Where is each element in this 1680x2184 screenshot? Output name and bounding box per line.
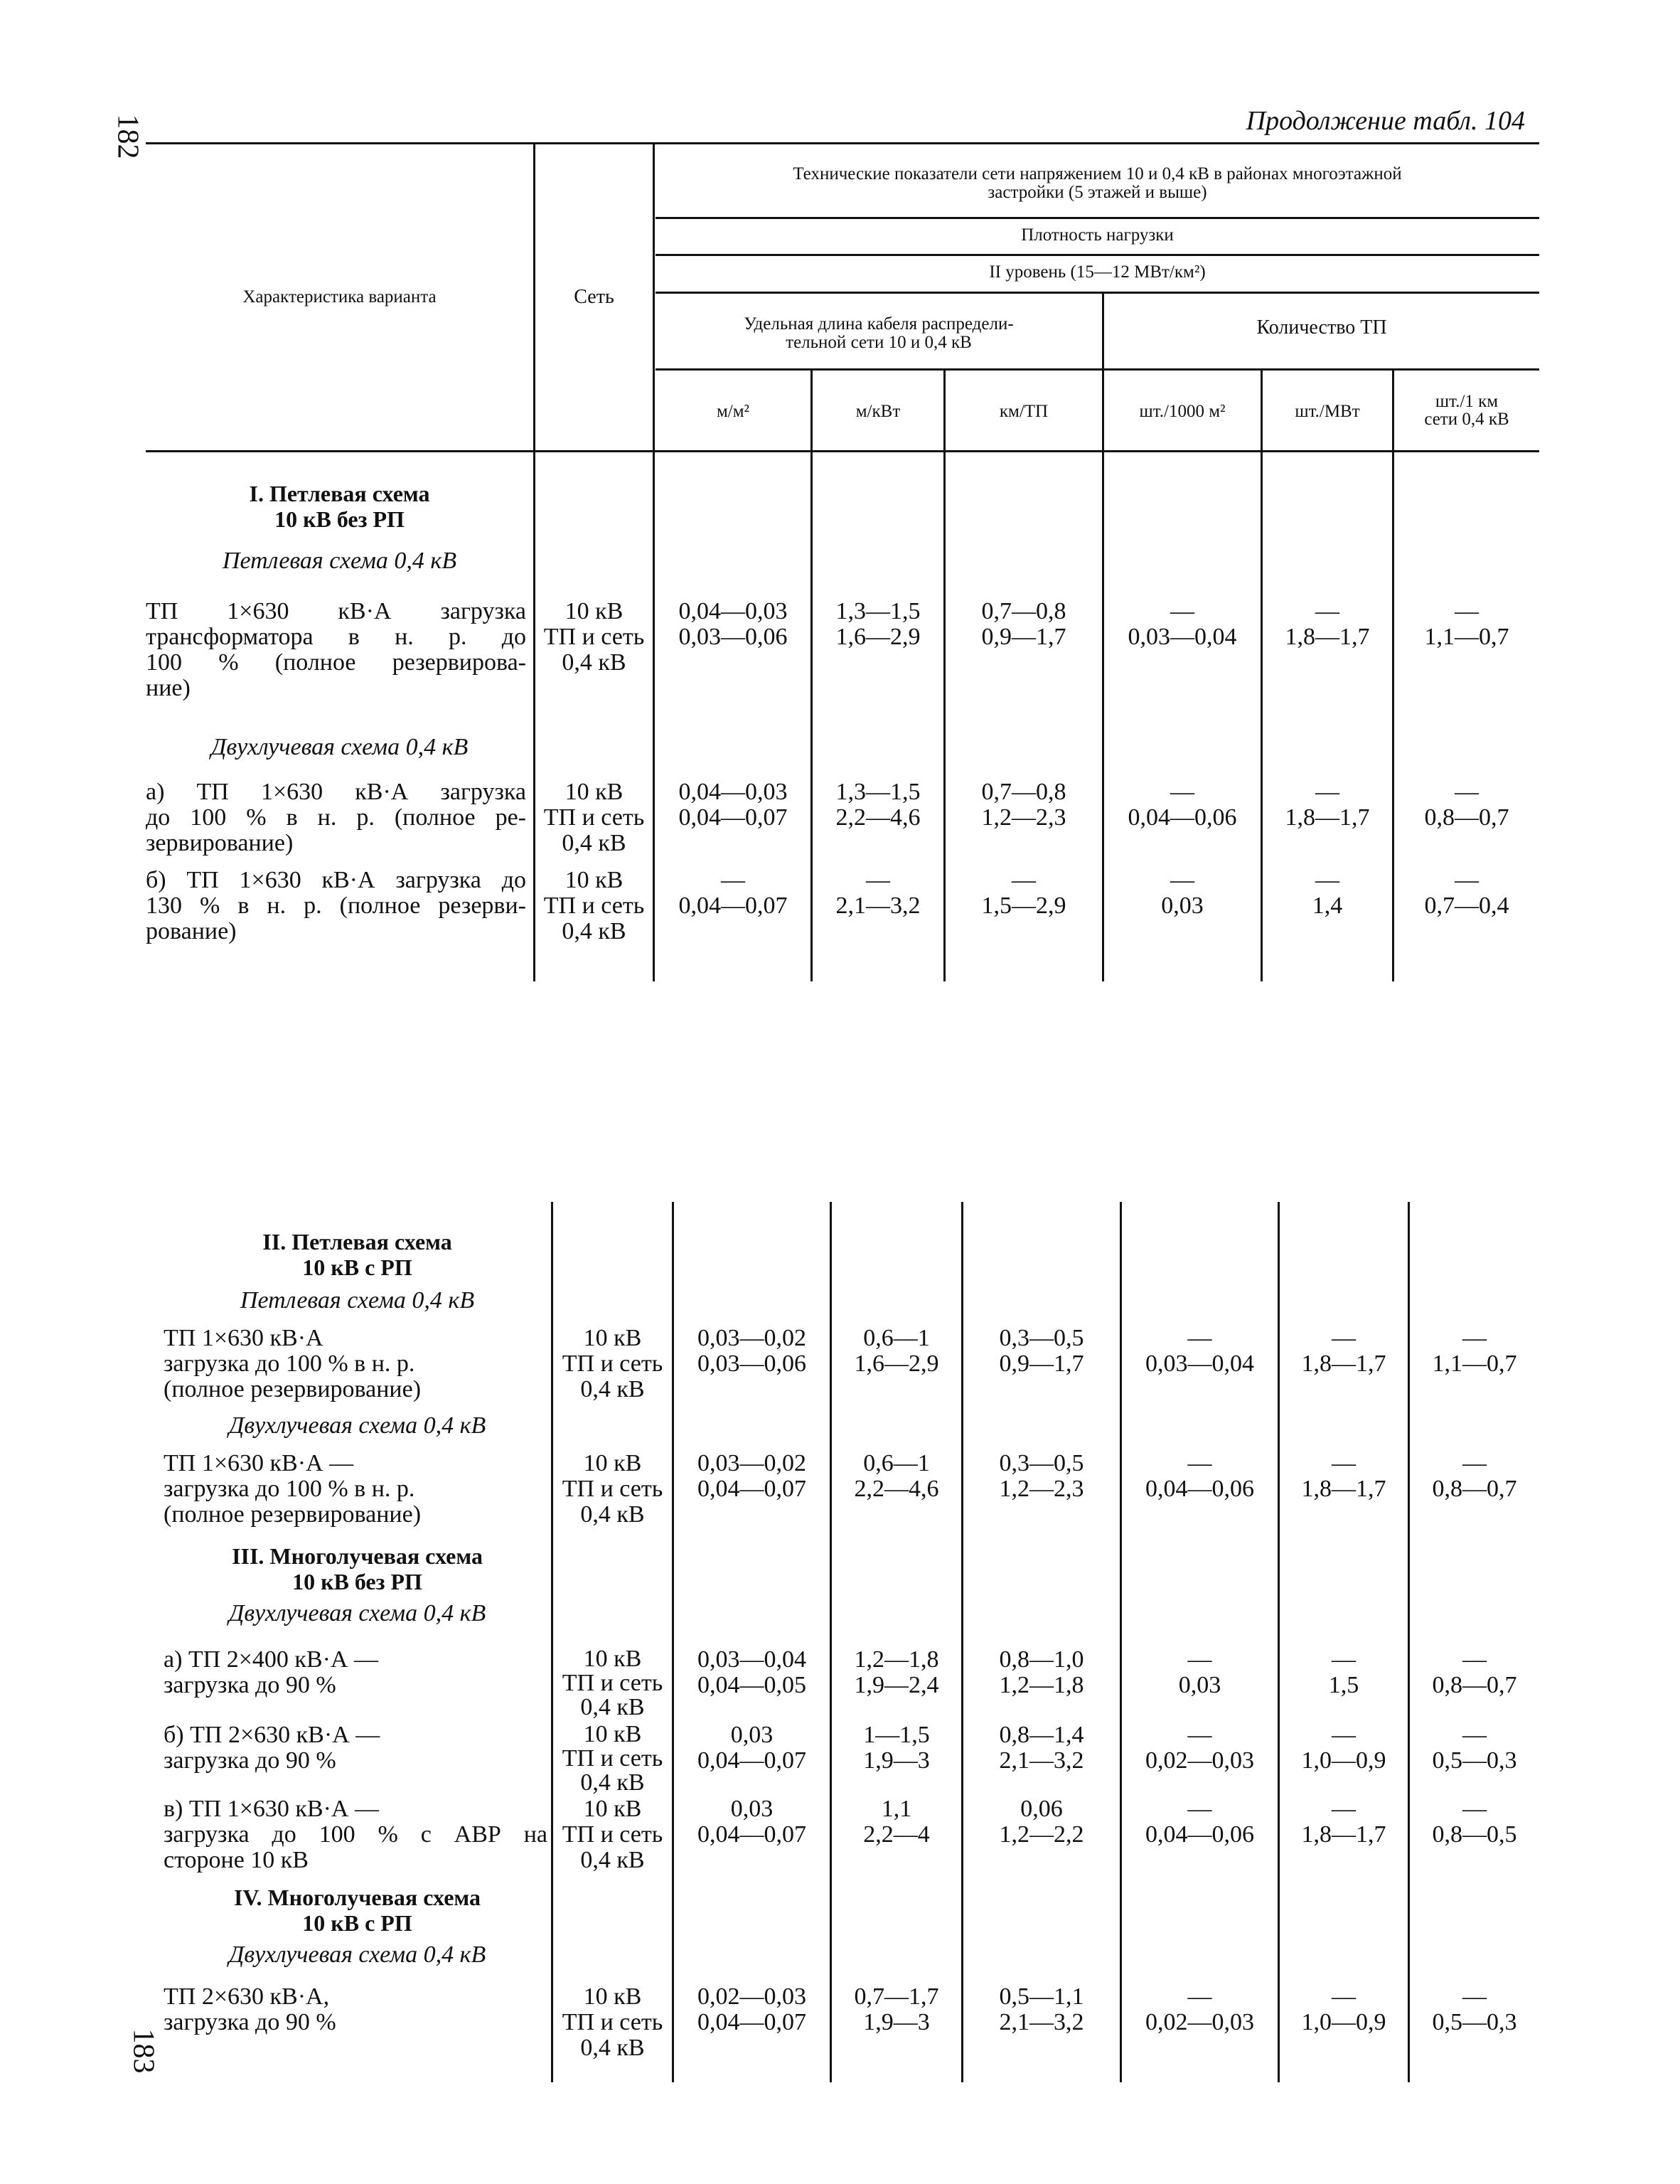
cell-pcs-per-mw bbox=[1280, 1796, 1408, 1848]
cell-pcs-per-km bbox=[1410, 1722, 1539, 1774]
val: 2,1—3,2 bbox=[999, 2009, 1084, 2035]
val: 1,8—1,7 bbox=[1301, 1351, 1386, 1377]
desc-line: рование) bbox=[146, 918, 237, 944]
header-network: Сеть bbox=[574, 286, 614, 308]
val: 0,03 bbox=[730, 1722, 774, 1748]
val: 1,2—1,8 bbox=[854, 1646, 939, 1673]
val: 0,7—0,8 bbox=[981, 779, 1066, 805]
val: 0,8—0,7 bbox=[1424, 804, 1509, 831]
val: 1,6—2,9 bbox=[854, 1351, 939, 1377]
desc-line: загрузка до 100 % с АВР на bbox=[164, 1821, 547, 1848]
net-line: ТП и сеть bbox=[562, 1745, 663, 1772]
rule-top bbox=[146, 142, 1539, 144]
cell-pcs-per-mw bbox=[1280, 1451, 1408, 1502]
val: 0,03—0,04 bbox=[1128, 624, 1237, 650]
val: 1,4 bbox=[1312, 893, 1343, 919]
cell-m-per-kw bbox=[832, 1647, 961, 1698]
desc-line: до 100 % в н. р. (полное ре- bbox=[146, 804, 526, 831]
val: 0,03—0,02 bbox=[697, 1325, 806, 1351]
header-unit-6b: сети 0,4 кВ bbox=[1424, 410, 1509, 429]
val: 0,7—1,7 bbox=[854, 1983, 939, 2010]
cell-km-per-tp bbox=[963, 1647, 1120, 1698]
desc-line: ТП 1×630 кВ·А загрузка bbox=[146, 598, 526, 624]
net-line: ТП и сеть bbox=[543, 804, 645, 831]
cell-m-per-m2 bbox=[674, 1326, 830, 1377]
val: — bbox=[1187, 1646, 1212, 1673]
net-line: 10 кВ bbox=[565, 867, 624, 893]
val: — bbox=[1315, 867, 1339, 893]
cell-pcs-per-1000m2 bbox=[1122, 1451, 1278, 1502]
net-line: 0,4 кВ bbox=[562, 830, 626, 856]
val: 1,9—2,4 bbox=[854, 1672, 939, 1698]
val: 1,2—2,2 bbox=[999, 1821, 1084, 1848]
val: 0,8—0,7 bbox=[1432, 1476, 1517, 1502]
cell-pcs-per-km bbox=[1410, 1451, 1539, 1502]
val: 0,9—1,7 bbox=[999, 1351, 1084, 1377]
desc-line: трансформатора в н. р. до bbox=[146, 624, 526, 650]
cell-pcs-per-km bbox=[1394, 779, 1539, 831]
header-characteristic: Характеристика варианта bbox=[242, 287, 437, 307]
net-line: ТП и сеть bbox=[562, 2009, 663, 2035]
val: 1,3—1,5 bbox=[835, 779, 921, 805]
desc-line: загрузка до 100 % в н. р. bbox=[164, 1351, 415, 1377]
network-cell bbox=[553, 1984, 672, 2061]
val: 1,5—2,9 bbox=[981, 893, 1066, 919]
val: 0,03—0,02 bbox=[697, 1450, 806, 1476]
section-1-title-2: 10 кВ без РП bbox=[274, 506, 405, 532]
val: 1,9—3 bbox=[863, 2009, 930, 2035]
val: — bbox=[1462, 1450, 1487, 1476]
net-line: ТП и сеть bbox=[562, 1670, 663, 1696]
row-description bbox=[164, 1647, 547, 1698]
header-cable-length-1: Удельная длина кабеля распредели- bbox=[744, 314, 1014, 334]
network-cell bbox=[535, 868, 653, 944]
network-cell bbox=[553, 1722, 672, 1795]
val: 0,7—0,4 bbox=[1424, 893, 1509, 919]
net-line: 0,4 кВ bbox=[580, 1501, 645, 1528]
cell-km-per-tp bbox=[963, 1326, 1120, 1377]
cell-pcs-per-km bbox=[1410, 1647, 1539, 1698]
cell-pcs-per-1000m2 bbox=[1122, 1647, 1278, 1698]
net-line: 10 кВ bbox=[583, 1721, 642, 1747]
header-unit-4: шт./1000 м² bbox=[1139, 402, 1226, 421]
row-description bbox=[164, 1451, 547, 1528]
val: 0,04—0,07 bbox=[697, 1821, 806, 1848]
val: — bbox=[1170, 779, 1194, 805]
val: — bbox=[1187, 1796, 1212, 1822]
table-caption: Продолжение табл. 104 bbox=[1246, 106, 1525, 136]
cell-pcs-per-mw bbox=[1280, 1647, 1408, 1698]
val: 1,1 bbox=[881, 1796, 912, 1822]
subsection-4: Двухлучевая схема 0,4 кВ bbox=[228, 1941, 486, 1968]
cell-m-per-m2 bbox=[656, 779, 810, 831]
val: 0,02—0,03 bbox=[1145, 1747, 1254, 1774]
network-cell bbox=[553, 1326, 672, 1402]
cell-m-per-m2 bbox=[674, 1984, 830, 2035]
cell-km-per-tp bbox=[946, 868, 1102, 919]
header-tech-2: застройки (5 этажей и выше) bbox=[988, 183, 1207, 202]
net-line: ТП и сеть bbox=[562, 1821, 663, 1848]
val: 1,2—2,3 bbox=[981, 804, 1066, 831]
cell-pcs-per-1000m2 bbox=[1104, 599, 1261, 650]
val: 0,8—0,5 bbox=[1432, 1821, 1517, 1848]
val: 0,6—1 bbox=[863, 1450, 930, 1476]
val: — bbox=[1462, 1983, 1487, 2010]
val: — bbox=[1332, 1983, 1356, 2010]
header-unit-6a: шт./1 км bbox=[1435, 392, 1499, 411]
val: 1,3—1,5 bbox=[835, 598, 921, 624]
val: 0,02—0,03 bbox=[697, 1983, 806, 2010]
section-1-title-1: I. Петлевая схема bbox=[249, 481, 430, 506]
val: 1,8—1,7 bbox=[1285, 624, 1370, 650]
val: 0,03—0,04 bbox=[1145, 1351, 1254, 1377]
cell-km-per-tp bbox=[963, 1722, 1120, 1774]
cell-pcs-per-km bbox=[1394, 868, 1539, 919]
val: 0,04—0,03 bbox=[678, 779, 788, 805]
col-line-2 bbox=[653, 142, 655, 981]
page-number-top: 182 bbox=[111, 114, 144, 159]
val: — bbox=[1170, 867, 1194, 893]
val: 0,3—0,5 bbox=[999, 1325, 1084, 1351]
val: — bbox=[1187, 1722, 1212, 1748]
rule-level bbox=[656, 292, 1539, 294]
val: 0,5—0,3 bbox=[1432, 1747, 1517, 1774]
header-level: II уровень (15—12 МВт/км²) bbox=[989, 262, 1206, 282]
cell-pcs-per-mw bbox=[1280, 1326, 1408, 1377]
val: 1,8—1,7 bbox=[1301, 1476, 1386, 1502]
val: — bbox=[1462, 1325, 1487, 1351]
val: — bbox=[866, 867, 890, 893]
cell-pcs-per-1000m2 bbox=[1122, 1984, 1278, 2035]
header-unit-5: шт./МВт bbox=[1295, 402, 1360, 421]
val: — bbox=[1187, 1450, 1212, 1476]
cell-pcs-per-mw bbox=[1263, 868, 1392, 919]
val: 1,6—2,9 bbox=[835, 624, 921, 650]
cell-km-per-tp bbox=[946, 779, 1102, 831]
net-line: 0,4 кВ bbox=[562, 649, 626, 676]
net-line: ТП и сеть bbox=[543, 624, 645, 650]
net-line: 0,4 кВ bbox=[580, 1847, 645, 1873]
desc-line: а) ТП 1×630 кВ·А загрузка bbox=[146, 779, 526, 805]
cell-m-per-kw bbox=[832, 1984, 961, 2035]
val: 0,3—0,5 bbox=[999, 1450, 1084, 1476]
val: — bbox=[1170, 598, 1194, 624]
net-line: 10 кВ bbox=[583, 1646, 642, 1672]
val: 0,5—1,1 bbox=[999, 1983, 1084, 2010]
subsection-1a: Петлевая схема 0,4 кВ bbox=[222, 548, 457, 574]
val: — bbox=[1455, 779, 1479, 805]
section-2-title-1: II. Петлевая схема bbox=[262, 1229, 452, 1255]
desc-line: (полное резервирование) bbox=[164, 1501, 422, 1528]
val: 1,8—1,7 bbox=[1285, 804, 1370, 831]
row-description bbox=[146, 868, 526, 944]
val: — bbox=[1332, 1450, 1356, 1476]
row-description bbox=[146, 779, 526, 856]
net-line: 10 кВ bbox=[583, 1796, 642, 1822]
net-line: 10 кВ bbox=[583, 1983, 642, 2010]
val: 1,9—3 bbox=[863, 1747, 930, 1774]
val: 1,2—2,3 bbox=[999, 1476, 1084, 1502]
cell-pcs-per-1000m2 bbox=[1104, 868, 1261, 919]
val: 0,03 bbox=[1178, 1672, 1221, 1698]
network-cell bbox=[535, 779, 653, 856]
row-description bbox=[164, 1796, 547, 1873]
rule-header-bottom bbox=[146, 450, 1539, 452]
val: 0,06 bbox=[1020, 1796, 1063, 1822]
network-cell bbox=[535, 599, 653, 676]
section-4-title-2: 10 кВ с РП bbox=[302, 1910, 412, 1936]
net-line: 10 кВ bbox=[583, 1325, 642, 1351]
header-unit-2: м/кВт bbox=[855, 402, 901, 421]
desc-line: ТП 1×630 кВ·А — bbox=[164, 1450, 354, 1476]
val: 0,04—0,07 bbox=[697, 2009, 806, 2035]
val: — bbox=[1187, 1325, 1212, 1351]
network-cell bbox=[553, 1451, 672, 1528]
val: 1,0—0,9 bbox=[1301, 2009, 1386, 2035]
val: 0,8—1,0 bbox=[999, 1646, 1084, 1673]
section-3-title-1: III. Многолучевая схема bbox=[232, 1543, 483, 1569]
cell-m-per-kw bbox=[813, 599, 943, 650]
val: 0,04—0,06 bbox=[1145, 1821, 1254, 1848]
cell-m-per-m2 bbox=[656, 599, 810, 650]
cell-km-per-tp bbox=[963, 1984, 1120, 2035]
cell-m-per-kw bbox=[813, 779, 943, 831]
val: 0,03—0,06 bbox=[697, 1351, 806, 1377]
net-line: 0,4 кВ bbox=[580, 2035, 645, 2061]
val: 2,2—4 bbox=[863, 1821, 930, 1848]
header-unit-1: м/м² bbox=[716, 402, 750, 421]
val: 0,04—0,03 bbox=[678, 598, 788, 624]
section-2-title-2: 10 кВ с РП bbox=[302, 1255, 412, 1280]
network-cell bbox=[553, 1796, 672, 1873]
val: 0,04—0,07 bbox=[678, 893, 788, 919]
header-tp-count: Количество ТП bbox=[1256, 316, 1387, 339]
cell-pcs-per-km bbox=[1410, 1326, 1539, 1377]
cell-m-per-kw bbox=[813, 868, 943, 919]
cell-km-per-tp bbox=[963, 1796, 1120, 1848]
rule-density bbox=[656, 254, 1539, 256]
cell-km-per-tp bbox=[963, 1451, 1120, 1502]
val: 0,9—1,7 bbox=[981, 624, 1066, 650]
row-description bbox=[146, 599, 526, 701]
desc-line: загрузка до 90 % bbox=[164, 1672, 336, 1698]
row-description bbox=[164, 1984, 547, 2035]
cell-pcs-per-1000m2 bbox=[1122, 1326, 1278, 1377]
subsection-1b: Двухлучевая схема 0,4 кВ bbox=[210, 734, 469, 760]
cell-pcs-per-1000m2 bbox=[1122, 1796, 1278, 1848]
cell-m-per-kw bbox=[832, 1451, 961, 1502]
val: — bbox=[721, 867, 745, 893]
val: 0,03—0,06 bbox=[678, 624, 788, 650]
desc-line: ТП 2×630 кВ·А, bbox=[164, 1983, 330, 2010]
cell-m-per-m2 bbox=[674, 1647, 830, 1698]
val: — bbox=[1332, 1722, 1356, 1748]
val: — bbox=[1462, 1646, 1487, 1673]
cell-pcs-per-1000m2 bbox=[1104, 779, 1261, 831]
cell-m-per-m2 bbox=[656, 868, 810, 919]
val: — bbox=[1332, 1325, 1356, 1351]
cell-pcs-per-mw bbox=[1263, 599, 1392, 650]
subsection-3: Двухлучевая схема 0,4 кВ bbox=[228, 1600, 486, 1626]
net-line: 10 кВ bbox=[565, 779, 624, 805]
section-4-title-1: IV. Многолучевая схема bbox=[234, 1885, 481, 1910]
cell-pcs-per-mw bbox=[1263, 779, 1392, 831]
val: 1,1—0,7 bbox=[1424, 624, 1509, 650]
desc-line: зервирование) bbox=[146, 830, 294, 856]
header-density: Плотность нагрузки bbox=[1021, 225, 1174, 245]
section-3-title-2: 10 кВ без РП bbox=[292, 1569, 422, 1594]
val: 0,7—0,8 bbox=[981, 598, 1066, 624]
val: 0,03—0,04 bbox=[697, 1646, 806, 1673]
val: — bbox=[1315, 598, 1339, 624]
val: 0,03 bbox=[730, 1796, 774, 1822]
row-description bbox=[164, 1326, 547, 1402]
val: 0,04—0,07 bbox=[697, 1476, 806, 1502]
val: 0,04—0,07 bbox=[697, 1747, 806, 1774]
cell-pcs-per-mw bbox=[1280, 1722, 1408, 1774]
net-line: ТП и сеть bbox=[562, 1476, 663, 1502]
cell-pcs-per-mw bbox=[1280, 1984, 1408, 2035]
val: 0,04—0,07 bbox=[678, 804, 788, 831]
val: 1,1—0,7 bbox=[1432, 1351, 1517, 1377]
val: 0,8—0,7 bbox=[1432, 1672, 1517, 1698]
net-line: ТП и сеть bbox=[543, 893, 645, 919]
val: — bbox=[1332, 1796, 1356, 1822]
cell-km-per-tp bbox=[946, 599, 1102, 650]
net-line: ТП и сеть bbox=[562, 1351, 663, 1377]
val: — bbox=[1012, 867, 1036, 893]
rule-groups bbox=[656, 368, 1539, 371]
cell-pcs-per-1000m2 bbox=[1122, 1722, 1278, 1774]
desc-line: в) ТП 1×630 кВ·А — bbox=[164, 1796, 379, 1822]
net-line: 0,4 кВ bbox=[580, 1376, 645, 1402]
val: — bbox=[1455, 598, 1479, 624]
desc-line: загрузка до 100 % в н. р. bbox=[164, 1476, 415, 1502]
val: 1—1,5 bbox=[863, 1722, 930, 1748]
val: — bbox=[1332, 1646, 1356, 1673]
net-line: 10 кВ bbox=[565, 598, 624, 624]
val: 0,04—0,06 bbox=[1128, 804, 1237, 831]
val: — bbox=[1315, 779, 1339, 805]
page-number-bottom: 183 bbox=[127, 2028, 160, 2074]
desc-line: стороне 10 кВ bbox=[164, 1847, 309, 1873]
desc-line: а) ТП 2×400 кВ·А — bbox=[164, 1646, 378, 1673]
val: — bbox=[1462, 1796, 1487, 1822]
desc-line: (полное резервирование) bbox=[164, 1376, 422, 1402]
cell-pcs-per-km bbox=[1410, 1796, 1539, 1848]
val: — bbox=[1455, 867, 1479, 893]
desc-line: загрузка до 90 % bbox=[164, 1747, 336, 1774]
header-unit-3: км/ТП bbox=[999, 402, 1049, 421]
subsection-2b: Двухлучевая схема 0,4 кВ bbox=[228, 1412, 486, 1439]
net-line: 0,4 кВ bbox=[580, 1694, 645, 1720]
val: 2,2—4,6 bbox=[854, 1476, 939, 1502]
network-cell bbox=[553, 1647, 672, 1720]
val: 0,02—0,03 bbox=[1145, 2009, 1254, 2035]
desc-line: б) ТП 2×630 кВ·А — bbox=[164, 1722, 380, 1748]
cell-pcs-per-km bbox=[1410, 1984, 1539, 2035]
desc-line: б) ТП 1×630 кВ·А загрузка до bbox=[146, 867, 526, 893]
cell-m-per-kw bbox=[832, 1326, 961, 1377]
rule-tech bbox=[656, 217, 1539, 219]
net-line: 0,4 кВ bbox=[562, 918, 626, 944]
val: 0,04—0,06 bbox=[1145, 1476, 1254, 1502]
val: 1,0—0,9 bbox=[1301, 1747, 1386, 1774]
val: 1,2—1,8 bbox=[999, 1672, 1084, 1698]
cell-m-per-m2 bbox=[674, 1722, 830, 1774]
header-tech-1: Технические показатели сети напряжением 10 и 0,4 кВ в районах многоэтажной bbox=[793, 164, 1402, 183]
header-cable-length-2: тельной сети 10 и 0,4 кВ bbox=[786, 333, 972, 352]
val: 2,1—3,2 bbox=[835, 893, 921, 919]
row-description bbox=[164, 1722, 547, 1774]
val: — bbox=[1462, 1722, 1487, 1748]
desc-line: 130 % в н. р. (полное резерви- bbox=[146, 893, 526, 919]
val: 0,8—1,4 bbox=[999, 1722, 1084, 1748]
val: 0,04—0,05 bbox=[697, 1672, 806, 1698]
cell-m-per-kw bbox=[832, 1796, 961, 1848]
val: 0,03 bbox=[1161, 893, 1204, 919]
desc-line: ТП 1×630 кВ·А bbox=[164, 1325, 323, 1351]
val: 0,6—1 bbox=[863, 1325, 930, 1351]
val: 1,8—1,7 bbox=[1301, 1821, 1386, 1848]
subsection-2a: Петлевая схема 0,4 кВ bbox=[240, 1287, 475, 1314]
cell-m-per-m2 bbox=[674, 1796, 830, 1848]
desc-line: ние) bbox=[146, 675, 191, 701]
desc-line: загрузка до 90 % bbox=[164, 2009, 336, 2035]
cell-m-per-m2 bbox=[674, 1451, 830, 1502]
val: 2,2—4,6 bbox=[835, 804, 921, 831]
net-line: 0,4 кВ bbox=[580, 1769, 645, 1796]
net-line: 10 кВ bbox=[583, 1450, 642, 1476]
val: — bbox=[1187, 1983, 1212, 2010]
desc-line: 100 % (полное резервирова- bbox=[146, 649, 526, 676]
cell-m-per-kw bbox=[832, 1722, 961, 1774]
cell-pcs-per-km bbox=[1394, 599, 1539, 650]
val: 2,1—3,2 bbox=[999, 1747, 1084, 1774]
val: 0,5—0,3 bbox=[1432, 2009, 1517, 2035]
val: 1,5 bbox=[1328, 1672, 1359, 1698]
